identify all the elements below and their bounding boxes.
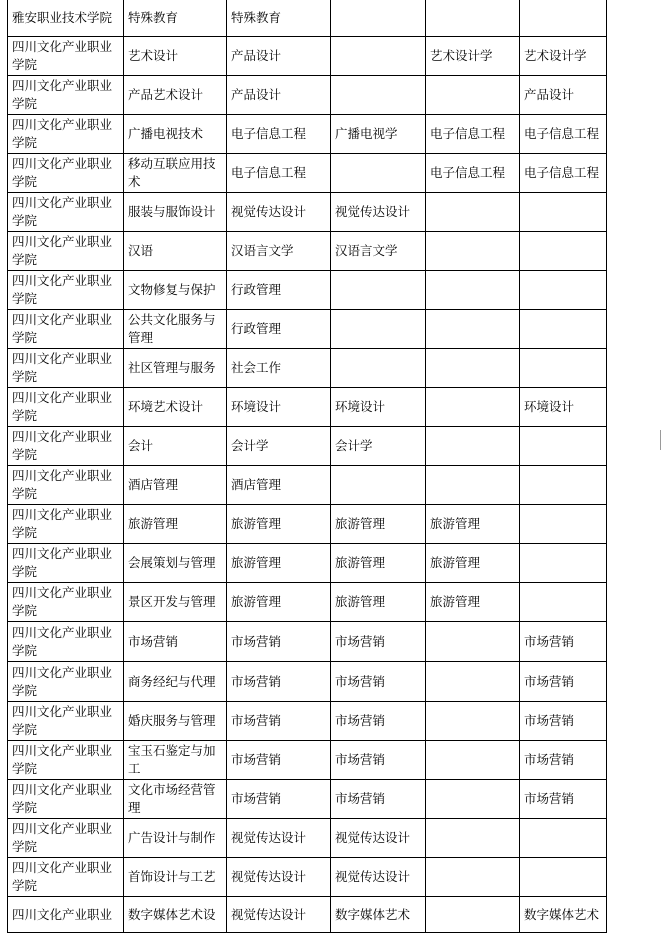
target-major-cell-3 — [426, 271, 520, 310]
target-major-cell-4: 电子信息工程 — [520, 115, 607, 154]
target-major-cell-3 — [426, 780, 520, 819]
target-major-cell-3: 旅游管理 — [426, 583, 520, 622]
target-major-cell-4 — [520, 0, 607, 37]
college-cell: 四川文化产业职业学院 — [8, 349, 124, 388]
table-row — [8, 193, 607, 232]
target-major-cell-3 — [426, 741, 520, 780]
college-cell: 四川文化产业职业学院 — [8, 819, 124, 858]
vocational-major-cell: 广告设计与制作 — [124, 819, 227, 858]
target-major-cell-4 — [520, 310, 607, 349]
vocational-major-cell: 社区管理与服务 — [124, 349, 227, 388]
table-row — [8, 115, 607, 154]
target-major-cell-1: 视觉传达设计 — [227, 897, 331, 933]
target-major-cell-1: 市场营销 — [227, 622, 331, 662]
vocational-major-cell: 商务经纪与代理 — [124, 662, 227, 702]
vocational-major-cell: 环境艺术设计 — [124, 388, 227, 427]
college-cell: 四川文化产业职业学院 — [8, 115, 124, 154]
vocational-major-cell: 数字媒体艺术设 — [124, 897, 227, 933]
target-major-cell-3 — [426, 0, 520, 37]
college-cell: 四川文化产业职业学院 — [8, 466, 124, 505]
target-major-cell-1: 市场营销 — [227, 702, 331, 741]
table-row — [8, 544, 607, 583]
table-row — [8, 858, 607, 897]
vocational-major-cell: 文物修复与保护 — [124, 271, 227, 310]
college-cell: 四川文化产业职业学院 — [8, 583, 124, 622]
table-row — [8, 897, 607, 933]
target-major-cell-2: 会计学 — [331, 427, 426, 466]
college-cell: 四川文化产业职业 — [8, 897, 124, 933]
table-row — [8, 76, 607, 115]
target-major-cell-2: 市场营销 — [331, 622, 426, 662]
vocational-major-cell: 特殊教育 — [124, 0, 227, 37]
target-major-cell-2 — [331, 349, 426, 388]
target-major-cell-3: 旅游管理 — [426, 505, 520, 544]
target-major-cell-3 — [426, 662, 520, 702]
scroll-edge-mark — [660, 430, 661, 450]
target-major-cell-4 — [520, 271, 607, 310]
college-cell: 四川文化产业职业学院 — [8, 622, 124, 662]
target-major-cell-3 — [426, 427, 520, 466]
vocational-major-cell: 旅游管理 — [124, 505, 227, 544]
table-row — [8, 583, 607, 622]
table-body — [8, 0, 607, 933]
target-major-cell-4: 市场营销 — [520, 662, 607, 702]
target-major-cell-2: 视觉传达设计 — [331, 819, 426, 858]
target-major-cell-1: 特殊教育 — [227, 0, 331, 37]
target-major-cell-1: 电子信息工程 — [227, 154, 331, 193]
target-major-cell-2: 广播电视学 — [331, 115, 426, 154]
target-major-cell-3 — [426, 388, 520, 427]
target-major-cell-3 — [426, 702, 520, 741]
college-cell: 四川文化产业职业学院 — [8, 232, 124, 271]
transfer-major-table — [7, 0, 607, 933]
target-major-cell-4 — [520, 193, 607, 232]
target-major-cell-1: 产品设计 — [227, 76, 331, 115]
target-major-cell-2: 汉语言文学 — [331, 232, 426, 271]
target-major-cell-1: 酒店管理 — [227, 466, 331, 505]
target-major-cell-3 — [426, 819, 520, 858]
target-major-cell-1: 旅游管理 — [227, 505, 331, 544]
vocational-major-cell: 文化市场经营管理 — [124, 780, 227, 819]
target-major-cell-4 — [520, 232, 607, 271]
target-major-cell-1: 市场营销 — [227, 662, 331, 702]
target-major-cell-1: 视觉传达设计 — [227, 193, 331, 232]
target-major-cell-3 — [426, 232, 520, 271]
vocational-major-cell: 婚庆服务与管理 — [124, 702, 227, 741]
vocational-major-cell: 首饰设计与工艺 — [124, 858, 227, 897]
college-cell: 四川文化产业职业学院 — [8, 662, 124, 702]
target-major-cell-4: 市场营销 — [520, 702, 607, 741]
vocational-major-cell: 汉语 — [124, 232, 227, 271]
college-cell: 四川文化产业职业学院 — [8, 702, 124, 741]
target-major-cell-3 — [426, 310, 520, 349]
target-major-cell-4: 产品设计 — [520, 76, 607, 115]
target-major-cell-4 — [520, 466, 607, 505]
table-row — [8, 232, 607, 271]
target-major-cell-2: 视觉传达设计 — [331, 193, 426, 232]
target-major-cell-3 — [426, 897, 520, 933]
target-major-cell-4: 环境设计 — [520, 388, 607, 427]
target-major-cell-3: 电子信息工程 — [426, 154, 520, 193]
target-major-cell-2: 数字媒体艺术 — [331, 897, 426, 933]
target-major-cell-2: 市场营销 — [331, 780, 426, 819]
target-major-cell-4: 电子信息工程 — [520, 154, 607, 193]
target-major-cell-1: 视觉传达设计 — [227, 819, 331, 858]
table-row — [8, 427, 607, 466]
target-major-cell-1: 会计学 — [227, 427, 331, 466]
college-cell: 四川文化产业职业学院 — [8, 858, 124, 897]
college-cell: 雅安职业技术学院 — [8, 0, 124, 37]
target-major-cell-1: 视觉传达设计 — [227, 858, 331, 897]
college-cell: 四川文化产业职业学院 — [8, 154, 124, 193]
target-major-cell-3: 旅游管理 — [426, 544, 520, 583]
table-row — [8, 662, 607, 702]
vocational-major-cell: 服装与服饰设计 — [124, 193, 227, 232]
table-row — [8, 154, 607, 193]
table-row — [8, 819, 607, 858]
target-major-cell-4 — [520, 505, 607, 544]
target-major-cell-1: 环境设计 — [227, 388, 331, 427]
table-row — [8, 388, 607, 427]
target-major-cell-2: 市场营销 — [331, 702, 426, 741]
target-major-cell-1: 旅游管理 — [227, 583, 331, 622]
target-major-cell-1: 市场营销 — [227, 741, 331, 780]
table-row — [8, 271, 607, 310]
target-major-cell-2: 旅游管理 — [331, 583, 426, 622]
college-cell: 四川文化产业职业学院 — [8, 310, 124, 349]
target-major-cell-4: 市场营销 — [520, 741, 607, 780]
college-cell: 四川文化产业职业学院 — [8, 780, 124, 819]
target-major-cell-3 — [426, 622, 520, 662]
vocational-major-cell: 酒店管理 — [124, 466, 227, 505]
target-major-cell-1: 市场营销 — [227, 780, 331, 819]
target-major-cell-2: 市场营销 — [331, 741, 426, 780]
vocational-major-cell: 产品艺术设计 — [124, 76, 227, 115]
target-major-cell-1: 行政管理 — [227, 310, 331, 349]
target-major-cell-4 — [520, 349, 607, 388]
vocational-major-cell: 公共文化服务与管理 — [124, 310, 227, 349]
target-major-cell-4: 市场营销 — [520, 622, 607, 662]
vocational-major-cell: 景区开发与管理 — [124, 583, 227, 622]
target-major-cell-2 — [331, 310, 426, 349]
target-major-cell-2: 旅游管理 — [331, 505, 426, 544]
target-major-cell-1: 旅游管理 — [227, 544, 331, 583]
target-major-cell-4 — [520, 819, 607, 858]
target-major-cell-2 — [331, 466, 426, 505]
vocational-major-cell: 移动互联应用技术 — [124, 154, 227, 193]
table-row — [8, 0, 607, 37]
target-major-cell-3 — [426, 858, 520, 897]
college-cell: 四川文化产业职业学院 — [8, 427, 124, 466]
table-row — [8, 505, 607, 544]
target-major-cell-4 — [520, 544, 607, 583]
target-major-cell-1: 社会工作 — [227, 349, 331, 388]
table-row — [8, 310, 607, 349]
vocational-major-cell: 宝玉石鉴定与加工 — [124, 741, 227, 780]
college-cell: 四川文化产业职业学院 — [8, 76, 124, 115]
college-cell: 四川文化产业职业学院 — [8, 271, 124, 310]
target-major-cell-4 — [520, 427, 607, 466]
table-row — [8, 466, 607, 505]
target-major-cell-3: 艺术设计学 — [426, 37, 520, 76]
vocational-major-cell: 艺术设计 — [124, 37, 227, 76]
target-major-cell-1: 电子信息工程 — [227, 115, 331, 154]
target-major-cell-2: 环境设计 — [331, 388, 426, 427]
table-row — [8, 741, 607, 780]
college-cell: 四川文化产业职业学院 — [8, 505, 124, 544]
college-cell: 四川文化产业职业学院 — [8, 544, 124, 583]
vocational-major-cell: 广播电视技术 — [124, 115, 227, 154]
target-major-cell-2: 市场营销 — [331, 662, 426, 702]
college-cell: 四川文化产业职业学院 — [8, 37, 124, 76]
target-major-cell-4: 市场营销 — [520, 780, 607, 819]
target-major-cell-3 — [426, 76, 520, 115]
target-major-cell-2: 旅游管理 — [331, 544, 426, 583]
table-row — [8, 780, 607, 819]
college-cell: 四川文化产业职业学院 — [8, 193, 124, 232]
table-row — [8, 622, 607, 662]
target-major-cell-3: 电子信息工程 — [426, 115, 520, 154]
target-major-cell-2 — [331, 0, 426, 37]
target-major-cell-4 — [520, 858, 607, 897]
college-cell: 四川文化产业职业学院 — [8, 741, 124, 780]
target-major-cell-2: 视觉传达设计 — [331, 858, 426, 897]
table-row — [8, 349, 607, 388]
table-row — [8, 37, 607, 76]
target-major-cell-1: 产品设计 — [227, 37, 331, 76]
table-row — [8, 702, 607, 741]
target-major-cell-2 — [331, 271, 426, 310]
vocational-major-cell: 市场营销 — [124, 622, 227, 662]
target-major-cell-3 — [426, 193, 520, 232]
target-major-cell-4: 艺术设计学 — [520, 37, 607, 76]
target-major-cell-3 — [426, 349, 520, 388]
vocational-major-cell: 会展策划与管理 — [124, 544, 227, 583]
target-major-cell-2 — [331, 37, 426, 76]
target-major-cell-2 — [331, 154, 426, 193]
target-major-cell-4 — [520, 583, 607, 622]
college-cell: 四川文化产业职业学院 — [8, 388, 124, 427]
vocational-major-cell: 会计 — [124, 427, 227, 466]
target-major-cell-4: 数字媒体艺术 — [520, 897, 607, 933]
target-major-cell-1: 汉语言文学 — [227, 232, 331, 271]
target-major-cell-3 — [426, 466, 520, 505]
target-major-cell-1: 行政管理 — [227, 271, 331, 310]
target-major-cell-2 — [331, 76, 426, 115]
